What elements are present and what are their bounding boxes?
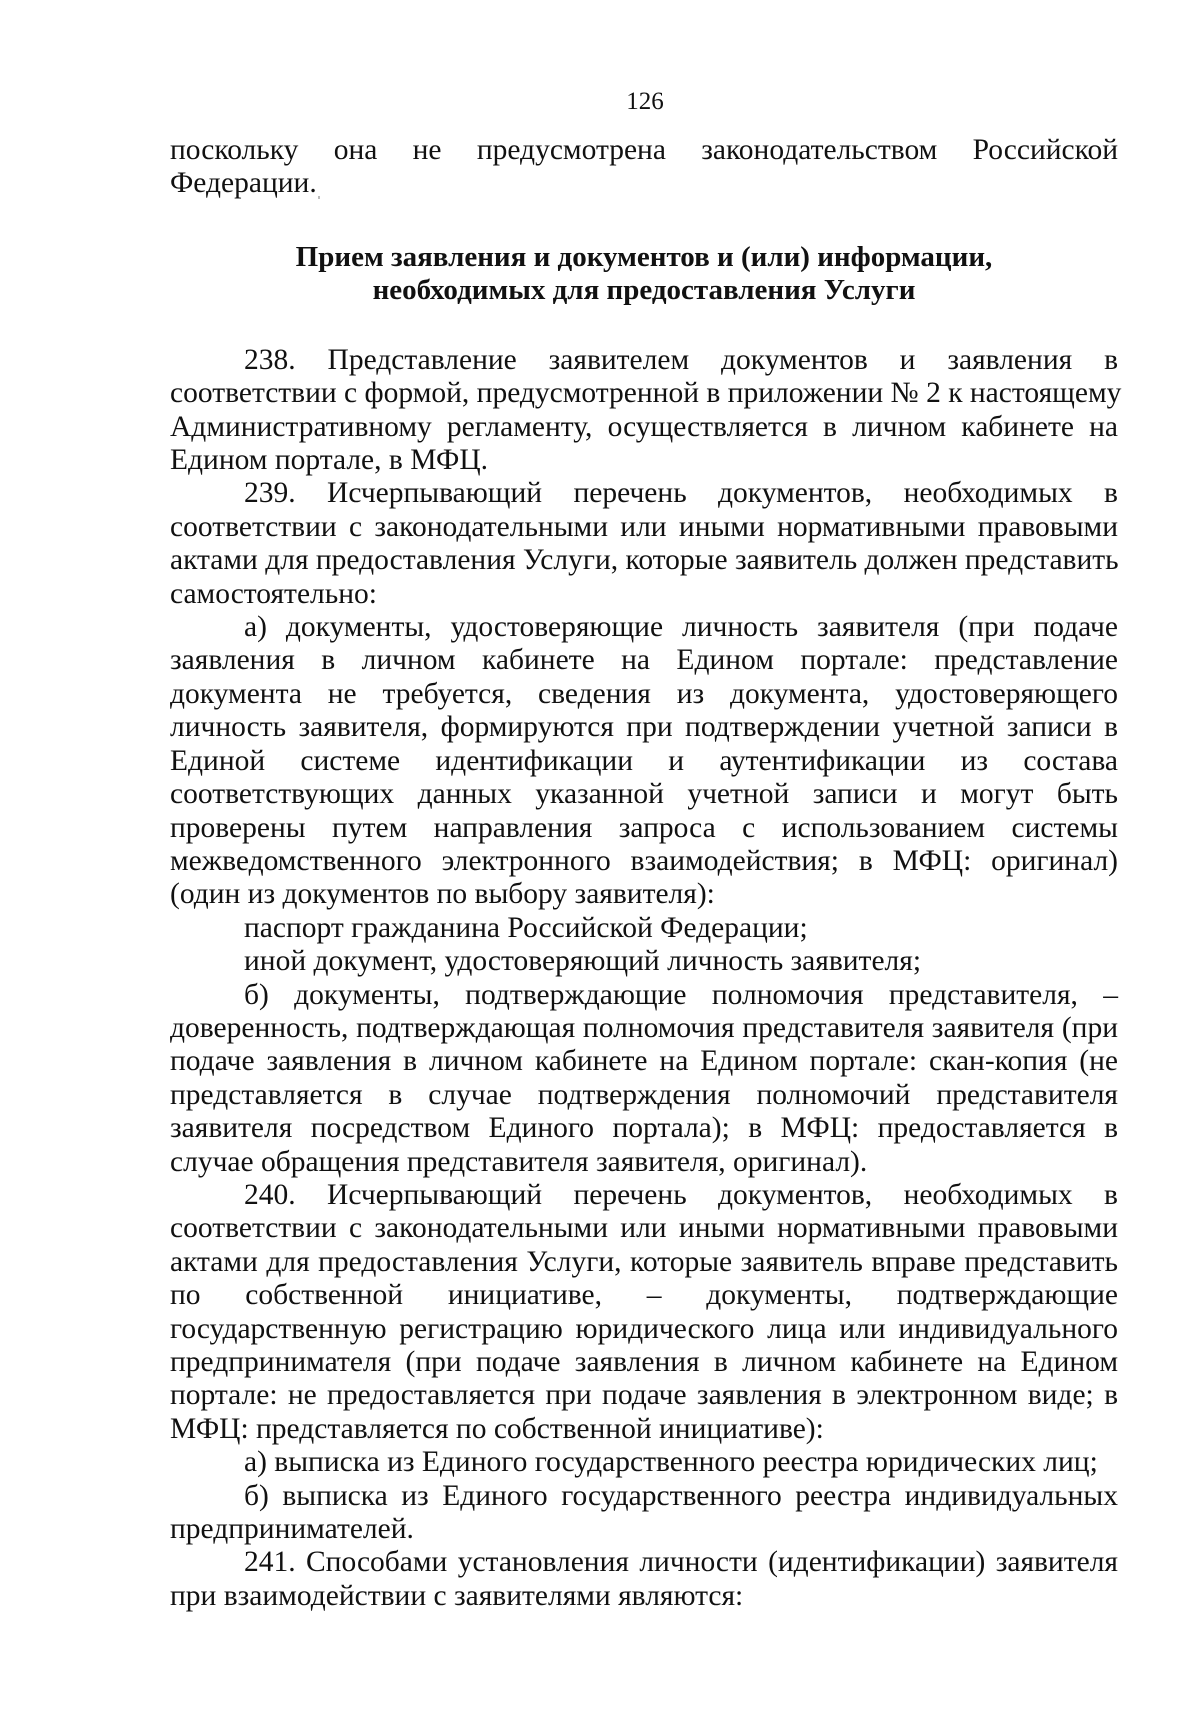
heading-line: Прием заявления и документов и (или) информации, bbox=[295, 240, 993, 273]
text-line: Едином портале, в МФЦ. bbox=[170, 444, 489, 477]
text-line: портале: не предоставляется при подаче заявления в электронном виде; в bbox=[170, 1379, 1118, 1412]
text-line: иной документ, удостоверяющий личность заявителя; bbox=[244, 945, 922, 978]
text-line: а) выписка из Единого государственного реестра юридических лиц; bbox=[244, 1446, 1098, 1479]
text-line: соответствующих данных указанной учетной записи и могут быть bbox=[170, 778, 1118, 811]
paragraph-241 bbox=[170, 1546, 1118, 1613]
text-line: самостоятельно: bbox=[170, 577, 377, 610]
section-heading bbox=[170, 241, 1118, 308]
text-line: Федерации. bbox=[170, 167, 317, 200]
text-line: поскольку она не предусмотрена законодательством Российской bbox=[170, 134, 1118, 166]
list-item-other-document bbox=[170, 945, 1118, 978]
text-line: проверены путем направления запроса с использованием системы bbox=[170, 811, 1118, 844]
text-line: 241. Способами установления личности (идентификации) заявителя bbox=[244, 1546, 1118, 1579]
text-line: соответствии с законодательными или иными нормативными правовыми bbox=[170, 1212, 1118, 1245]
paragraph-240 bbox=[170, 1179, 1118, 1446]
text-line: соответствии с законодательными или иными нормативными правовыми bbox=[170, 510, 1118, 543]
text-line: соответствии с формой, предусмотренной в приложении № 2 к настоящему bbox=[170, 377, 1122, 410]
list-item-entrepreneurs-extract bbox=[170, 1480, 1118, 1547]
text-line: при взаимодействии с заявителями являются: bbox=[170, 1579, 744, 1612]
text-line: межведомственного электронного взаимодействия; в МФЦ: оригинал) bbox=[170, 844, 1118, 877]
text-line: б) выписка из Единого государственного реестра индивидуальных bbox=[244, 1479, 1118, 1512]
text-line: а) документы, удостоверяющие личность заявителя (при подаче bbox=[244, 611, 1118, 644]
text-line: МФЦ: представляется по собственной инициативе): bbox=[170, 1412, 824, 1445]
text-line: представляется в случае подтверждения полномочий представителя bbox=[170, 1078, 1118, 1111]
text-line: актами для предоставления Услуги, которые заявитель вправе представить bbox=[170, 1245, 1118, 1278]
paragraph-238 bbox=[170, 343, 1122, 478]
text-line: актами для предоставления Услуги, которые заявитель должен представить bbox=[170, 544, 1119, 577]
text-line: заявления в личном кабинете на Едином портале: представление bbox=[170, 644, 1118, 677]
text-line: предпринимателей. bbox=[170, 1513, 414, 1546]
text-line: б) документы, подтверждающие полномочия представителя, – bbox=[244, 978, 1118, 1011]
list-item-passport bbox=[170, 912, 1118, 945]
text-line: предпринимателя (при подаче заявления в личном кабинете на Едином bbox=[170, 1346, 1118, 1378]
text-line: паспорт гражданина Российской Федерации; bbox=[244, 911, 808, 944]
paragraph-239-b bbox=[170, 979, 1118, 1179]
intro-paragraph bbox=[170, 134, 1118, 201]
text-line: документа не требуется, сведения из документа, удостоверяющего bbox=[170, 677, 1118, 710]
text-line: случае обращения представителя заявителя, оригинал). bbox=[170, 1145, 868, 1178]
text-line: 238. Представление заявителем документов и заявления в bbox=[244, 343, 1118, 376]
heading-line: необходимых для предоставления Услуги bbox=[372, 274, 916, 307]
document-body bbox=[170, 134, 1122, 1613]
text-line: по собственной инициативе, – документы, подтверждающие bbox=[170, 1279, 1118, 1312]
scan-speck bbox=[318, 196, 320, 199]
paragraph-239-a bbox=[170, 611, 1118, 912]
text-line: личность заявителя, формируются при подтверждении учетной записи в bbox=[170, 711, 1118, 744]
text-line: доверенность, подтверждающая полномочия представителя заявителя (при bbox=[170, 1011, 1118, 1044]
text-line: (один из документов по выбору заявителя): bbox=[170, 878, 715, 911]
text-line: заявителя посредством Единого портала); в МФЦ: предоставляется в bbox=[170, 1112, 1118, 1145]
list-item-legal-entities-extract bbox=[170, 1446, 1118, 1479]
text-line: Административному регламенту, осуществляется в личном кабинете на bbox=[170, 410, 1118, 443]
text-line: Единой системе идентификации и аутентификации из состава bbox=[170, 744, 1118, 777]
text-line: подаче заявления в личном кабинете на Едином портале: скан-копия (не bbox=[170, 1045, 1118, 1078]
page-number: 126 bbox=[626, 88, 664, 115]
paragraph-239 bbox=[170, 477, 1118, 611]
text-line: государственную регистрацию юридического лица или индивидуального bbox=[170, 1312, 1118, 1345]
text-line: 240. Исчерпывающий перечень документов, необходимых в bbox=[244, 1178, 1118, 1211]
text-line: 239. Исчерпывающий перечень документов, необходимых в bbox=[244, 477, 1118, 510]
